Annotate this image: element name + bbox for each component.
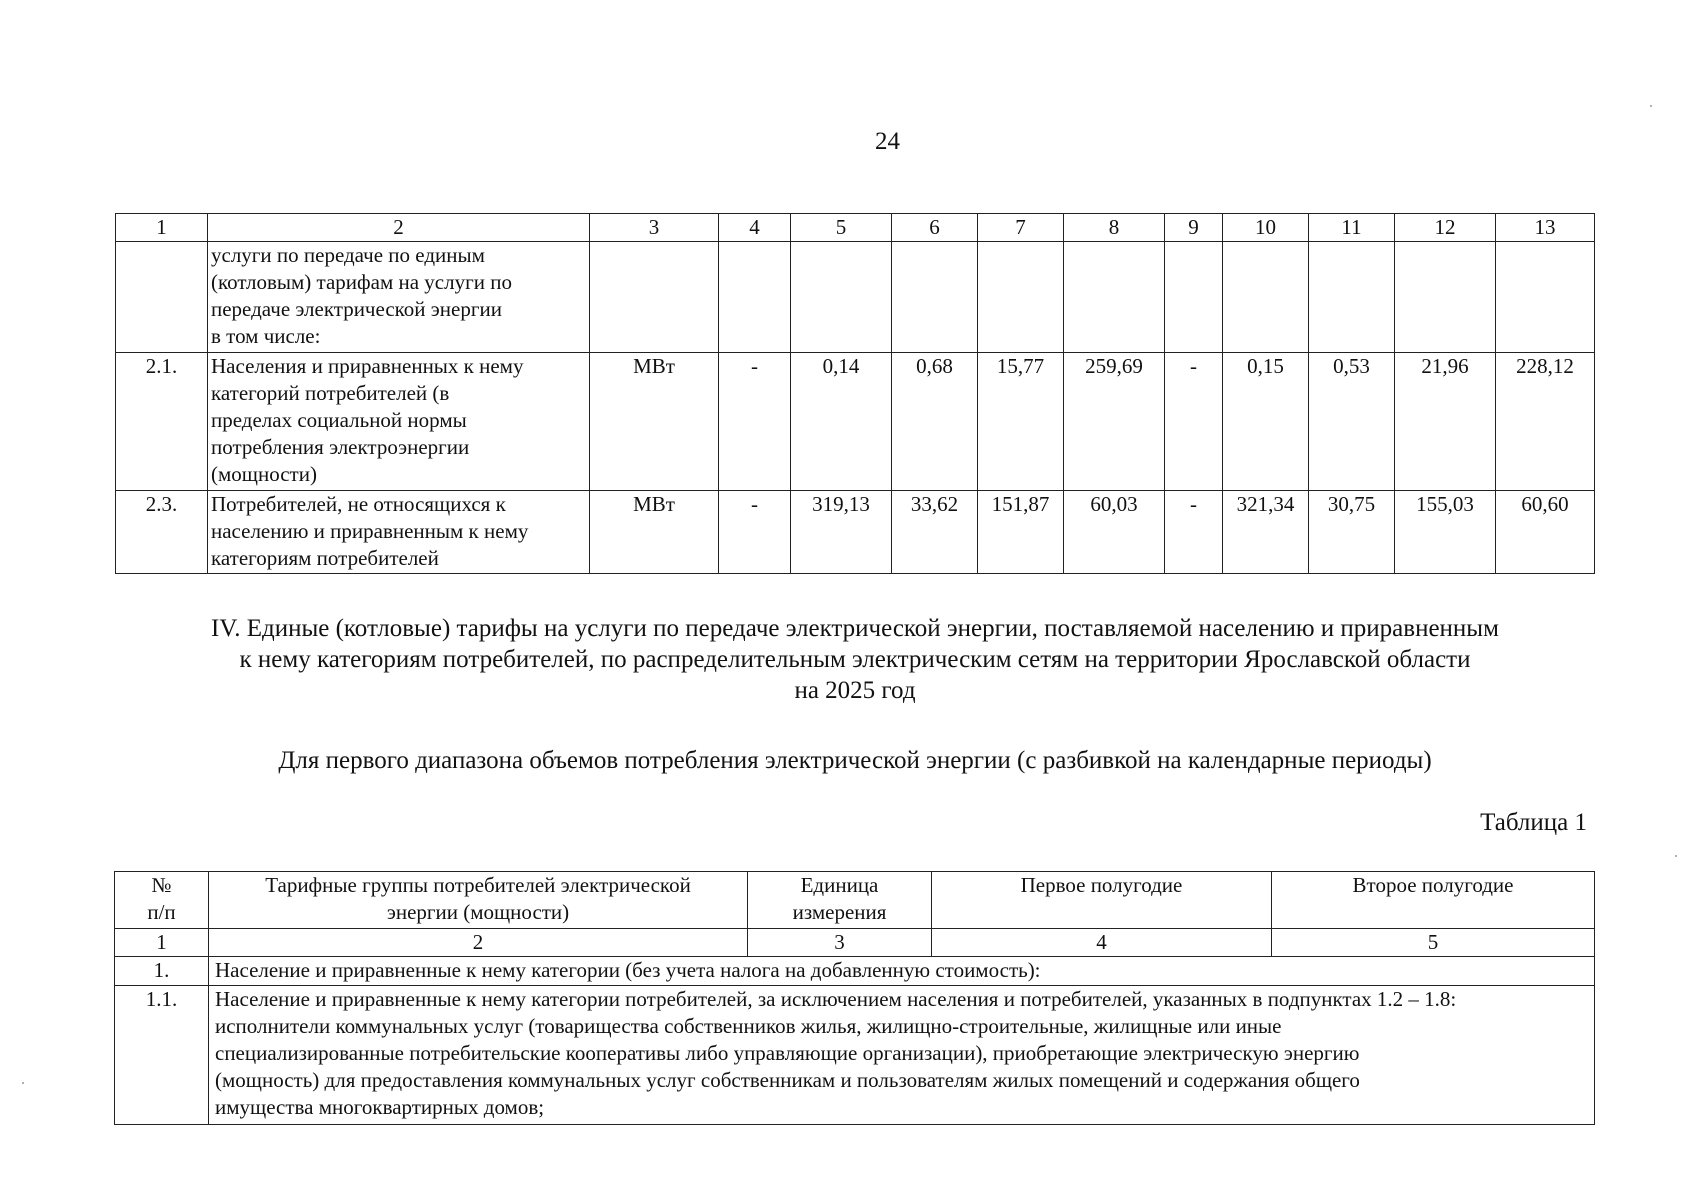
column-number-row [115, 929, 1595, 957]
text-line: измерения [792, 900, 887, 924]
header-unit [748, 872, 932, 929]
section-title-line: IV. Единые (котловые) тарифы на услуги по передаче электрической энергии, поставляемой населению и приравненным [211, 615, 1499, 642]
text-line: категорий потребителей (в [211, 381, 450, 405]
value-cell: 60,03 [1064, 491, 1165, 574]
value-cell: 319,13 [791, 491, 892, 574]
col-number: 2 [209, 929, 748, 957]
section-title-line: к нему категориям потребителей, по распределительным электрическим сетям на территории Ярославской области [239, 646, 1471, 673]
text-line: (мощности) [211, 462, 317, 486]
table-row [116, 353, 1595, 491]
row-number-cell: 1.1. [115, 986, 209, 1125]
value-cell [1309, 242, 1395, 353]
value-cell: 21,96 [1395, 353, 1496, 491]
section-subtitle: Для первого диапазона объемов потребления электрической энергии (с разбивкой на календарные периоды) [278, 747, 1432, 774]
row-number-cell: 2.1. [116, 353, 208, 491]
header-tariff-groups [209, 872, 748, 929]
top-col-number: 7 [978, 214, 1064, 242]
section-title [115, 613, 1595, 706]
value-cell [892, 242, 978, 353]
top-table-header-row [116, 214, 1595, 242]
text-line: п/п [147, 900, 176, 924]
value-cell [1395, 242, 1496, 353]
text-line: Население и приравненные к нему категории (без учета налога на добавленную стоимость): [215, 958, 1041, 982]
value-cell: 33,62 [892, 491, 978, 574]
top-col-number: 6 [892, 214, 978, 242]
value-cell: 30,75 [1309, 491, 1395, 574]
unit-cell: МВт [590, 491, 719, 574]
text-line: исполнители коммунальных услуг (товарищества собственников жилья, жилищно-строительные, жилищные или иные [215, 1014, 1282, 1038]
col-number: 5 [1272, 929, 1595, 957]
text-line: Населения и приравненных к нему [211, 354, 524, 378]
scan-speck [22, 1082, 24, 1084]
value-cell: 15,77 [978, 353, 1064, 491]
header-second-half: Второе полугодие [1272, 872, 1595, 929]
text-line: Тарифные группы потребителей электрической [265, 873, 691, 897]
value-cell [1064, 242, 1165, 353]
text-line: населению и приравненным к нему [211, 519, 529, 543]
scan-speck [1650, 105, 1652, 107]
value-cell: 151,87 [978, 491, 1064, 574]
text-line: категориям потребителей [211, 546, 439, 570]
top-col-number: 11 [1309, 214, 1395, 242]
top-col-number: 13 [1496, 214, 1595, 242]
text-line: (котловым) тарифам на услуги по [211, 270, 512, 294]
table-row [116, 491, 1595, 574]
row-name-cell [208, 353, 590, 491]
value-cell [978, 242, 1064, 353]
col-number: 1 [115, 929, 209, 957]
text-line: (мощность) для предоставления коммунальных услуг собственникам и пользователям жилых помещений и содержания общего [215, 1068, 1360, 1092]
value-cell [719, 242, 791, 353]
value-cell: - [719, 353, 791, 491]
top-col-number: 10 [1223, 214, 1309, 242]
value-cell: 60,60 [1496, 491, 1595, 574]
value-cell: 0,68 [892, 353, 978, 491]
text-line: Потребителей, не относящихся к [211, 492, 506, 516]
col-number: 4 [932, 929, 1272, 957]
unit-cell [590, 242, 719, 353]
unit-cell: МВт [590, 353, 719, 491]
table-label: Таблица 1 [1480, 809, 1587, 836]
value-cell: 321,34 [1223, 491, 1309, 574]
top-col-number: 8 [1064, 214, 1165, 242]
value-cell: 0,15 [1223, 353, 1309, 491]
top-col-number: 2 [208, 214, 590, 242]
text-line: имущества многоквартирных домов; [215, 1095, 545, 1119]
text-line: пределах социальной нормы [211, 408, 467, 432]
text-line: № [151, 873, 172, 897]
top-col-number: 1 [116, 214, 208, 242]
value-cell: 0,53 [1309, 353, 1395, 491]
row-name-cell [208, 242, 590, 353]
table-row [115, 957, 1595, 986]
top-col-number: 3 [590, 214, 719, 242]
row-number-cell: 2.3. [116, 491, 208, 574]
row-number-cell [116, 242, 208, 353]
tariff-table-header-row [115, 872, 1595, 929]
header-number [115, 872, 209, 929]
value-cell [1165, 242, 1223, 353]
top-table [115, 213, 1595, 574]
text-line: в том числе: [211, 324, 321, 348]
value-cell: 0,14 [791, 353, 892, 491]
text-line: услуги по передаче по единым [211, 243, 485, 267]
row-number-cell: 1. [115, 957, 209, 986]
page-number: 24 [875, 128, 900, 155]
value-cell [791, 242, 892, 353]
col-number: 3 [748, 929, 932, 957]
value-cell: 228,12 [1496, 353, 1595, 491]
row-name-cell [208, 491, 590, 574]
top-col-number: 12 [1395, 214, 1496, 242]
text-line: энергии (мощности) [386, 900, 570, 924]
table-row [116, 242, 1595, 353]
value-cell: 155,03 [1395, 491, 1496, 574]
value-cell: - [1165, 353, 1223, 491]
value-cell [1223, 242, 1309, 353]
top-col-number: 4 [719, 214, 791, 242]
value-cell [1496, 242, 1595, 353]
top-col-number: 5 [791, 214, 892, 242]
value-cell: - [1165, 491, 1223, 574]
text-line: передаче электрической энергии [211, 297, 502, 321]
row-text-cell [209, 957, 1595, 986]
text-line: Единица [800, 873, 879, 897]
row-text-cell [209, 986, 1595, 1125]
value-cell: - [719, 491, 791, 574]
tariff-table [114, 871, 1595, 1125]
table-row [115, 986, 1595, 1125]
section-title-line: на 2025 год [794, 677, 916, 704]
value-cell: 259,69 [1064, 353, 1165, 491]
text-line: Население и приравненные к нему категории потребителей, за исключением населения и потребителей, указанных в подпунктах 1.2 – 1.8: [215, 987, 1457, 1011]
scan-speck [1675, 855, 1677, 857]
top-col-number: 9 [1165, 214, 1223, 242]
text-line: специализированные потребительские кооперативы либо управляющие организации), приобретающие электрическую энергию [215, 1041, 1360, 1065]
text-line: потребления электроэнергии [211, 435, 470, 459]
header-first-half: Первое полугодие [932, 872, 1272, 929]
